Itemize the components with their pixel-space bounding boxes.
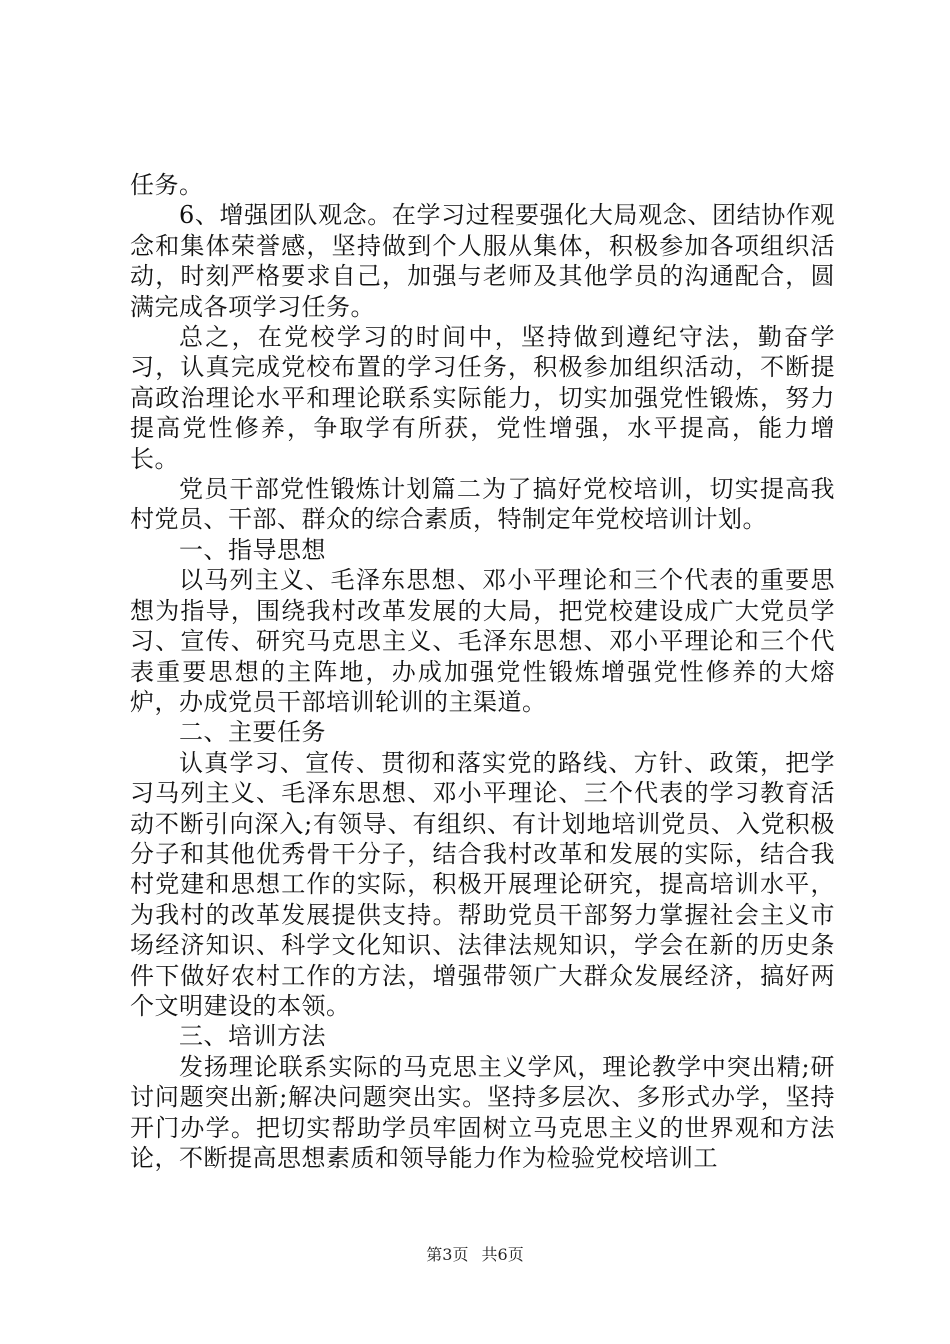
page-footer <box>0 1242 950 1265</box>
paragraph-team-concept: 6、增强团队观念。在学习过程要强化大局观念、团结协作观念和集体荣誉感，坚持做到个人服从集体，积极参加各项组织活动，时刻严格要求自己，加强与老师及其他学员的沟通配合，圆满完成各项学习任务。 <box>130 201 835 321</box>
document-body <box>130 170 835 1173</box>
paragraph-main-tasks: 认真学习、宣传、贯彻和落实党的路线、方针、政策，把学习马列主义、毛泽东思想、邓小平理论、三个代表的学习教育活动不断引向深入;有领导、有组织、有计划地培训党员、入党积极分子和其他优秀骨干分子，结合我村改革和发展的实际，结合我村党建和思想工作的实际，积极开展理论研究，提高培训水平，为我村的改革发展提供支持。帮助党员干部努力掌握社会主义市场经济知识、科学文化知识、法律法规知识，学会在新的历史条件下做好农村工作的方法，增强带领广大群众发展经济，搞好两个文明建设的本领。 <box>130 748 835 1020</box>
paragraph-training-methods: 发扬理论联系实际的马克思主义学风，理论教学中突出精;研讨问题突出新;解决问题突出实。坚持多层次、多形式办学，坚持开门办学。把切实帮助学员牢固树立马克思主义的世界观和方法论，不断提高思想素质和领导能力作为检验党校培训工 <box>130 1052 835 1172</box>
section-heading-guiding-ideology: 一、指导思想 <box>179 535 326 564</box>
paragraph-guiding-ideology: 以马列主义、毛泽东思想、邓小平理论和三个代表的重要思想为指导，围绕我村改革发展的大局，把党校建设成广大党员学习、宣传、研究马克思主义、毛泽东思想、邓小平理论和三个代表重要思想的主阵地，办成加强党性锻炼增强党性修养的大熔炉，办成党员干部培训轮训的主渠道。 <box>130 566 835 716</box>
paragraph-summary: 总之，在党校学习的时间中，坚持做到遵纪守法，勤奋学习，认真完成党校布置的学习任务，积极参加组织活动，不断提高政治理论水平和理论联系实际能力，切实加强党性锻炼，努力提高党性修养，争取学有所获，党性增强，水平提高，能力增长。 <box>130 323 835 473</box>
section-heading-training-methods: 三、培训方法 <box>179 1022 326 1051</box>
paragraph-plan-intro: 党员干部党性锻炼计划篇二为了搞好党校培训，切实提高我村党员、干部、群众的综合素质，特制定年党校培训计划。 <box>130 475 835 534</box>
paragraph-continuation: 任务。 <box>130 171 204 199</box>
page-total: 共6页 <box>481 1245 524 1264</box>
page-number: 第3页 <box>426 1245 469 1264</box>
section-heading-main-tasks: 二、主要任务 <box>179 718 326 747</box>
